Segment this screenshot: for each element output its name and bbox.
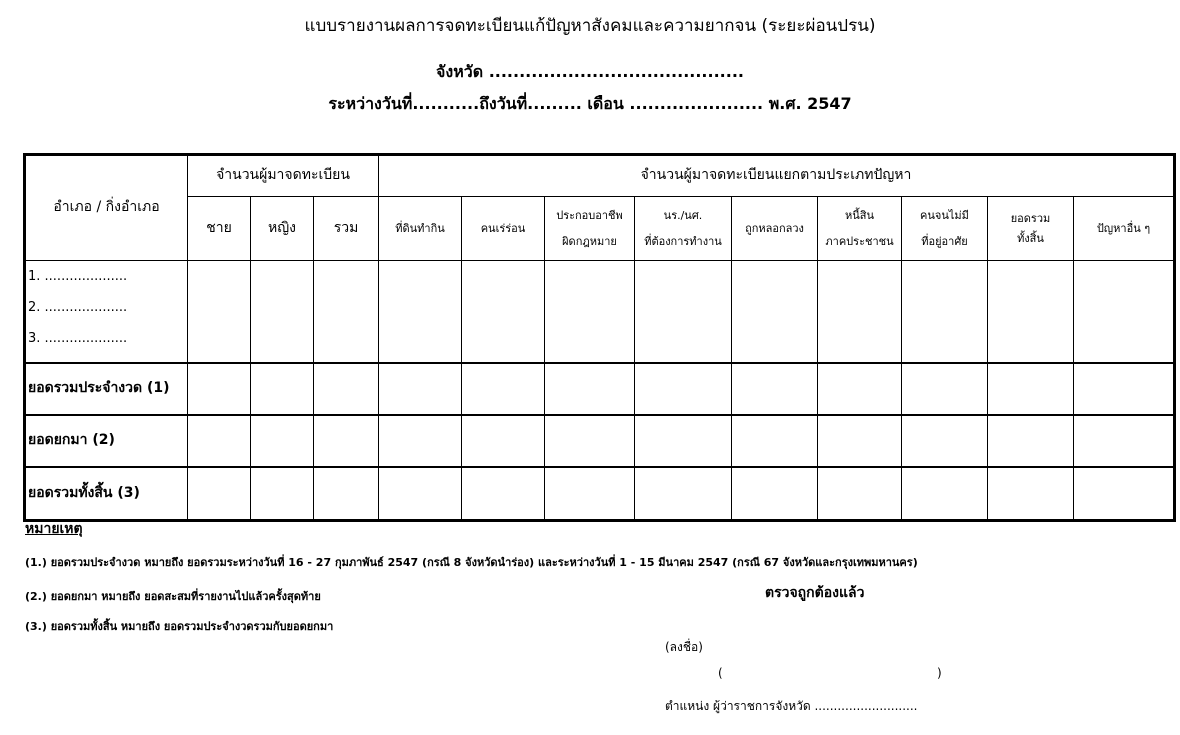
- report-table: [23, 153, 1176, 522]
- table-cell: [251, 261, 314, 364]
- problem-header: ปัญหาอื่น ๆ: [1074, 197, 1175, 261]
- table-cell: [314, 261, 379, 364]
- table-cell: [902, 467, 988, 520]
- table-cell: [635, 363, 732, 415]
- table-cell: [545, 363, 635, 415]
- table-cell: [732, 467, 818, 520]
- table-cell: [818, 261, 902, 364]
- table-cell: [379, 363, 462, 415]
- table-cell: [732, 363, 818, 415]
- district-line-2: 2. ....................: [28, 300, 128, 315]
- table-cell: [732, 261, 818, 364]
- table-cell: [379, 261, 462, 364]
- problem-group-header: จำนวนผู้มาจดทะเบียนแยกตามประเภทปัญหา: [379, 155, 1175, 197]
- table-cell: [1074, 363, 1175, 415]
- table-cell: [635, 467, 732, 520]
- table-cell: [988, 467, 1074, 520]
- table-cell: [902, 363, 988, 415]
- table-cell: [818, 363, 902, 415]
- district-line-3: 3. ....................: [28, 331, 128, 346]
- verified-label: ตรวจถูกต้องแล้ว: [765, 585, 865, 601]
- table-cell: [818, 415, 902, 467]
- table-cell: [545, 415, 635, 467]
- paren-open: (: [718, 666, 723, 680]
- table-cell: [1074, 467, 1175, 520]
- table-cell: [251, 467, 314, 520]
- table-cell: [188, 261, 251, 364]
- period-line: ระหว่างวันที่...........ถึงวันที่......... เดือน ...................... พ.ศ. 2547: [328, 94, 852, 113]
- province-line: จังหวัด ..........................................: [436, 62, 744, 81]
- notes-title: หมายเหตุ: [25, 521, 83, 537]
- district-header: อำเภอ / กิ่งอำเภอ: [25, 155, 188, 261]
- row-sum-period: ยอดรวมประจำงวด (1): [25, 363, 188, 415]
- position-line: ตำแหน่ง ผู้ว่าราชการจังหวัด ...........................: [665, 699, 918, 713]
- problem-header: นร./นศ. ที่ต้องการทำงาน: [635, 197, 732, 261]
- district-items: [25, 261, 188, 364]
- district-line-1: 1. ....................: [28, 269, 128, 284]
- table-cell: [314, 363, 379, 415]
- total-header: รวม: [314, 197, 379, 261]
- table-cell: [902, 415, 988, 467]
- table-cell: [188, 415, 251, 467]
- table-cell: [251, 415, 314, 467]
- table-cell: [1074, 415, 1175, 467]
- problem-header: ยอดรวม ทั้งสิ้น: [988, 197, 1074, 261]
- form-title: แบบรายงานผลการจดทะเบียนแก้ปัญหาสังคมและความยากจน (ระยะผ่อนปรน): [304, 16, 876, 36]
- table-cell: [462, 261, 545, 364]
- note-3: (3.) ยอดรวมทั้งสิ้น หมายถึง ยอดรวมประจำงวดรวมกับยอดยกมา: [25, 620, 334, 633]
- table-cell: [635, 415, 732, 467]
- table-cell: [902, 261, 988, 364]
- female-header: หญิง: [251, 197, 314, 261]
- table-cell: [314, 467, 379, 520]
- table-cell: [818, 467, 902, 520]
- row-grand-total: ยอดรวมทั้งสิ้น (3): [25, 467, 188, 520]
- table-cell: [1074, 261, 1175, 364]
- problem-header: คนจนไม่มี ที่อยู่อาศัย: [902, 197, 988, 261]
- table-cell: [732, 415, 818, 467]
- problem-header: หนี้สิน ภาคประชาชน: [818, 197, 902, 261]
- table-cell: [988, 261, 1074, 364]
- problem-header: คนเร่ร่อน: [462, 197, 545, 261]
- table-cell: [379, 415, 462, 467]
- table-cell: [251, 363, 314, 415]
- table-cell: [462, 363, 545, 415]
- table-cell: [462, 467, 545, 520]
- table-cell: [988, 363, 1074, 415]
- row-carried: ยอดยกมา (2): [25, 415, 188, 467]
- problem-header: ประกอบอาชีพ ผิดกฎหมาย: [545, 197, 635, 261]
- table-cell: [988, 415, 1074, 467]
- table-cell: [545, 467, 635, 520]
- note-2: (2.) ยอดยกมา หมายถึง ยอดสะสมที่รายงานไปแล้วครั้งสุดท้าย: [25, 590, 321, 603]
- table-cell: [545, 261, 635, 364]
- table-cell: [462, 415, 545, 467]
- problem-header: ถูกหลอกลวง: [732, 197, 818, 261]
- table-cell: [314, 415, 379, 467]
- table-cell: [379, 467, 462, 520]
- paren-close: ): [937, 666, 942, 680]
- problem-header: ที่ดินทำกิน: [379, 197, 462, 261]
- note-1: (1.) ยอดรวมประจำงวด หมายถึง ยอดรวมระหว่างวันที่ 16 - 27 กุมภาพันธ์ 2547 (กรณี 8 จังหวัดนำร่อง) และระหว่างวันที่ 1 - 15 มีนาคม 2547 (กรณี 67 จังหวัดและกรุงเทพมหานคร): [25, 556, 918, 569]
- registrants-group-header: จำนวนผู้มาจดทะเบียน: [188, 155, 379, 197]
- male-header: ชาย: [188, 197, 251, 261]
- table-cell: [188, 467, 251, 520]
- table-cell: [188, 363, 251, 415]
- table-cell: [635, 261, 732, 364]
- sign-label: (ลงชื่อ): [665, 640, 703, 654]
